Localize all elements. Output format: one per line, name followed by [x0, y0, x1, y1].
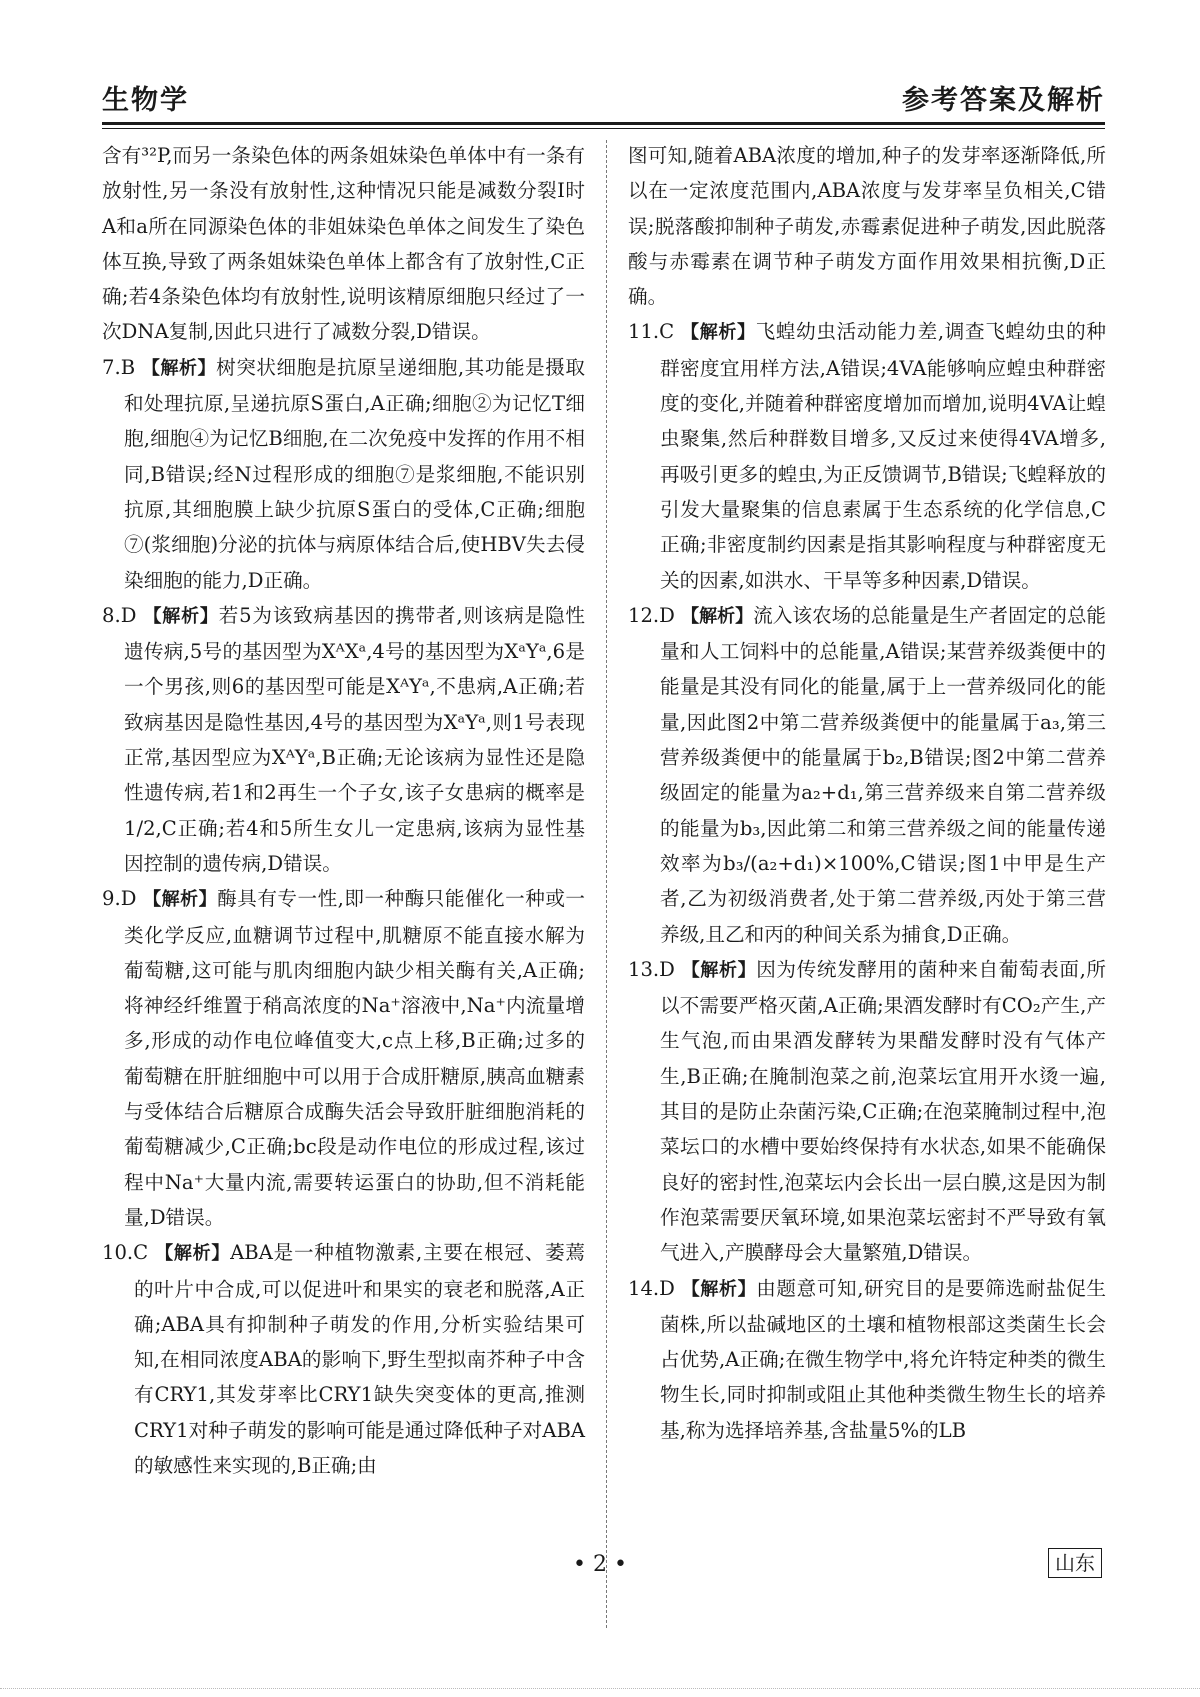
answer-13: [628, 952, 1106, 1271]
answer-text: ABA是一种植物激素,主要在根冠、萎蔫的叶片中合成,可以促进叶和果实的衰老和脱落,A正确;ABA具有抑制种子萌发的作用,分析实验结果可知,在相同浓度ABA的影响下,野生型拟南芥种子中含有CRY1,其发芽率比CRY1缺失突变体的更高,推测CRY1对种子萌发的影响可能是通过降低种子对ABA的敏感性来实现的,B正确;由: [134, 1241, 586, 1477]
section-title: 参考答案及解析: [902, 85, 1105, 116]
analysis-tag: 【解析】: [681, 322, 756, 344]
answer-text: 流入该农场的总能量是生产者固定的总能量和人工饲料中的总能量,A错误;某营养级粪便中的能量是其没有同化的能量,属于上一营养级同化的能量,因此图2中第二营养级粪便中的能量属于a₃,第三营养级粪便中的能量属于b₂,B错误;图2中第二营养级固定的能量为a₂+d₁,第三营养级来自第二营养级的能量为b₃,因此第二和第三营养级之间的能量传递效率为b₃/(a₂+d₁)×100%,C错误;图1中甲是生产者,乙为初级消费者,处于第二营养级,丙处于第三营养级,且乙和丙的种间关系为捕食,D正确。: [660, 603, 1107, 946]
answer-number: 10.C: [102, 1241, 149, 1265]
answer-10: [102, 1235, 585, 1483]
answer-number: 8.D: [102, 603, 137, 627]
subject-title: 生物学: [102, 85, 189, 116]
continuation-text: 含有³²P,而另一条染色体的两条姐妹染色单体中有一条有放射性,另一条没有放射性,这种情况只能是减数分裂Ⅰ时A和a所在同源染色体的非姐妹染色单体之间发生了染色体互换,导致了两条姐妹染色单体上都含有了放射性,C正确;若4条染色体均有放射性,说明该精原细胞只经过了一次DNA复制,因此只进行了减数分裂,D错误。: [102, 144, 585, 344]
analysis-tag: 【解析】: [143, 889, 218, 911]
answer-8: [102, 598, 585, 881]
page-header: [102, 72, 1105, 122]
analysis-tag: 【解析】: [143, 605, 219, 627]
analysis-tag: 【解析】: [681, 605, 754, 627]
answer-number: 14.D: [628, 1276, 675, 1300]
region-badge: 山东: [1048, 1548, 1102, 1578]
answer-number: 9.D: [102, 887, 137, 911]
answer-7: [102, 350, 585, 598]
answer-11: [628, 314, 1106, 597]
analysis-tag: 【解析】: [141, 357, 217, 379]
analysis-tag: 【解析】: [681, 959, 757, 981]
analysis-tag: 【解析】: [681, 1278, 757, 1300]
answer-text: 树突状细胞是抗原呈递细胞,其功能是摄取和处理抗原,呈递抗原S蛋白,A正确;细胞②为记忆T细胞,细胞④为记忆B细胞,在二次免疫中发挥的作用不相同,B错误;经N过程形成的细胞⑦是浆细胞,不能识别抗原,其细胞膜上缺少抗原S蛋白的受体,C正确;细胞⑦(浆细胞)分泌的抗体与病原体结合后,使HBV失去侵染细胞的能力,D正确。: [124, 355, 586, 592]
right-column: [628, 138, 1106, 1448]
bottom-border: [0, 1688, 1200, 1689]
answer-14: [628, 1271, 1106, 1448]
answer-text: 由题意可知,研究目的是要筛选耐盐促生菌株,所以盐碱地区的土壤和植物根部这类菌生长会占优势,A正确;在微生物学中,将允许特定种类的微生物生长,同时抑制或阻止其他种类微生物生长的培养基,称为选择培养基,含盐量5%的LB: [660, 1276, 1107, 1442]
answer-number: 12.D: [628, 603, 675, 627]
left-column: [102, 138, 585, 1483]
page-number: • 2 •: [573, 1552, 627, 1577]
continuation-text: 图可知,随着ABA浓度的增加,种子的发芽率逐渐降低,所以在一定浓度范围内,ABA浓度与发芽率呈负相关,C错误;脱落酸抑制种子萌发,赤霉素促进种子萌发,因此脱落酸与赤霉素在调节种子萌发方面作用效果相抗衡,D正确。: [628, 144, 1106, 309]
answer-text: 因为传统发酵用的菌种来自葡萄表面,所以不需要严格灭菌,A正确;果酒发酵时有CO₂产生,产生气泡,而由果酒发酵转为果醋发酵时没有气体产生,B正确;在腌制泡菜之前,泡菜坛宜用开水烫一遍,其目的是防止杂菌污染,C正确;在泡菜腌制过程中,泡菜坛口的水槽中要始终保持有水状态,如果不能确保良好的密封性,泡菜坛内会长出一层白膜,这是因为制作泡菜需要厌氧环境,如果泡菜坛密封不严导致有氧气进入,产膜酵母会大量繁殖,D错误。: [660, 957, 1107, 1265]
analysis-tag: 【解析】: [155, 1243, 231, 1265]
answer-12: [628, 598, 1106, 952]
answer-text: 酶具有专一性,即一种酶只能催化一种或一类化学反应,血糖调节过程中,肌糖原不能直接水解为葡萄糖,这可能与肌肉细胞内缺少相关酶有关,A正确;将神经纤维置于稍高浓度的Na⁺溶液中,Na⁺内流量增多,形成的动作电位峰值变大,c点上移,B正确;过多的葡萄糖在肝脏细胞中可以用于合成肝糖原,胰高血糖素与受体结合后糖原合成酶失活会导致肝脏细胞消耗的葡萄糖减少,C正确;bc段是动作电位的形成过程,该过程中Na⁺大量内流,需要转运蛋白的协助,但不消耗能量,D错误。: [124, 887, 586, 1229]
column-divider: [606, 140, 607, 1628]
answer-text: 若5为该致病基因的携带者,则该病是隐性遗传病,5号的基因型为XᴬXᵃ,4号的基因型为XᵃYᵃ,6是一个男孩,则6的基因型可能是XᴬYᵃ,不患病,A正确;若致病基因是隐性基因,4号的基因型为XᵃYᵃ,则1号表现正常,基因型应为XᴬYᵃ,B正确;无论该病为显性还是隐性遗传病,若1和2再生一个子女,该子女患病的概率是1/2,C正确;若4和5所生女儿一定患病,该病为显性基因控制的遗传病,D错误。: [124, 603, 586, 875]
answer-9: [102, 881, 585, 1235]
answer-number: 13.D: [628, 957, 675, 981]
header-rule: [102, 122, 1105, 129]
answer-number: 7.B: [102, 355, 136, 379]
answer-number: 11.C: [628, 320, 675, 344]
answer-text: 飞蝗幼虫活动能力差,调查飞蝗幼虫的种群密度宜用样方法,A错误;4VA能够响应蝗虫种群密度的变化,并随着种群密度增加而增加,说明4VA让蝗虫聚集,然后种群数目增多,又反过来使得4VA增多,再吸引更多的蝗虫,为正反馈调节,B错误;飞蝗释放的引发大量聚集的信息素属于生态系统的化学信息,C正确;非密度制约因素是指其影响程度与种群密度无关的因素,如洪水、干旱等多种因素,D错误。: [660, 320, 1107, 592]
